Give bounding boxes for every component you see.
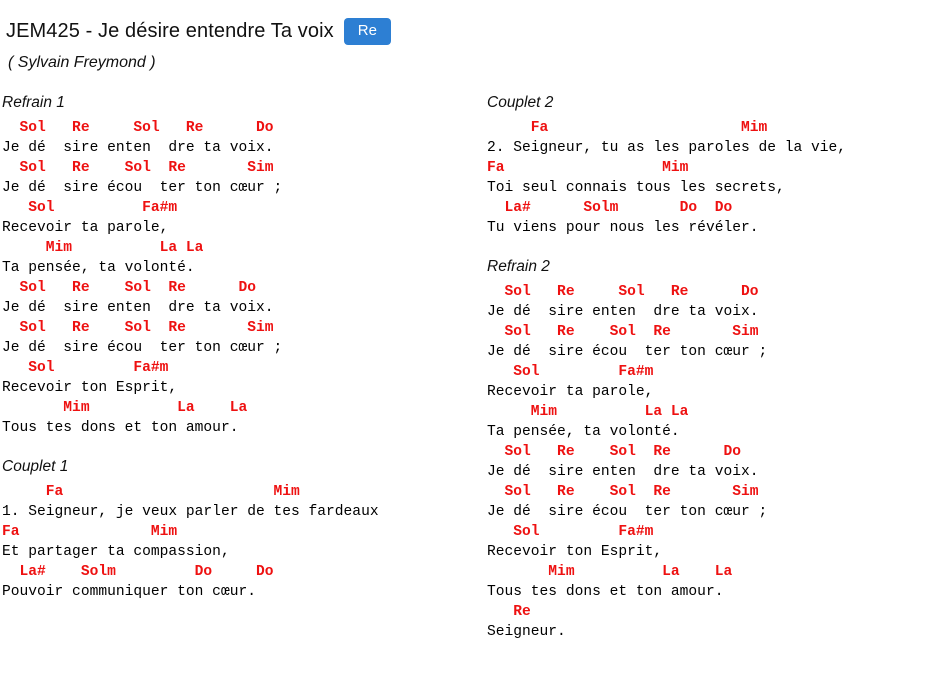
- song-author: [6, 54, 950, 72]
- chord-line: Fa Mim: [487, 159, 689, 176]
- lyric-line: Je dé sire écou ter ton cœur ;: [487, 343, 768, 360]
- lyric-line: Toi seul connais tous les secrets,: [487, 179, 785, 196]
- song-header: [0, 0, 950, 72]
- lyric-line: Seigneur.: [487, 623, 566, 640]
- lyric-line: Je dé sire enten dre ta voix.: [2, 299, 274, 316]
- chord-line: Mim La La: [487, 403, 689, 420]
- lyric-line: Tu viens pour nous les révéler.: [487, 219, 759, 236]
- chord-line: Sol Fa#m: [487, 523, 654, 540]
- lyric-line: Recevoir ton Esprit,: [487, 543, 663, 560]
- title-row: [6, 18, 950, 45]
- lyric-line: 2. Seigneur, tu as les paroles de la vie,: [487, 139, 847, 156]
- lyric-line: Ta pensée, ta volonté.: [487, 423, 680, 440]
- section-heading: Couplet 1: [2, 457, 69, 475]
- chord-line: Sol Re Sol Re Sim: [2, 159, 274, 176]
- lyric-line: Ta pensée, ta volonté.: [2, 259, 195, 276]
- lyric-line: Je dé sire écou ter ton cœur ;: [2, 179, 283, 196]
- lyric-line: Et partager ta compassion,: [2, 543, 230, 560]
- lyric-line: Je dé sire enten dre ta voix.: [487, 303, 759, 320]
- lyric-line: Je dé sire écou ter ton cœur ;: [487, 503, 768, 520]
- chord-line: Sol Re Sol Re Do: [2, 279, 256, 296]
- key-badge[interactable]: Re: [344, 18, 391, 45]
- left-column: [0, 94, 475, 662]
- chord-line: Sol Fa#m: [2, 359, 169, 376]
- chord-line: Fa Mim: [2, 483, 300, 500]
- chord-line: Fa Mim: [2, 523, 178, 540]
- chord-line: Mim La La: [487, 563, 733, 580]
- section-heading: Refrain 2: [487, 257, 550, 275]
- chord-line: Sol Fa#m: [487, 363, 654, 380]
- song-section: [2, 458, 475, 602]
- song-section: [487, 258, 950, 642]
- song-author-text: ( Sylvain Freymond ): [8, 53, 156, 71]
- song-section: [487, 94, 950, 238]
- lyric-line: Je dé sire enten dre ta voix.: [2, 139, 274, 156]
- lyric-line: Je dé sire écou ter ton cœur ;: [2, 339, 283, 356]
- chord-line: Sol Re Sol Re Do: [2, 119, 274, 136]
- section-heading: Refrain 1: [2, 93, 65, 111]
- chord-line: Sol Re Sol Re Sim: [2, 319, 274, 336]
- chord-line: Sol Re Sol Re Do: [487, 443, 741, 460]
- lyric-line: 1. Seigneur, je veux parler de tes fardeaux: [2, 503, 379, 520]
- lyric-line: Pouvoir communiquer ton cœur.: [2, 583, 256, 600]
- chord-line: La# Solm Do Do: [2, 563, 274, 580]
- lyric-line: Tous tes dons et ton amour.: [487, 583, 724, 600]
- chord-line: Re: [487, 603, 531, 620]
- chord-line: La# Solm Do Do: [487, 199, 733, 216]
- chord-line: Sol Re Sol Re Sim: [487, 323, 759, 340]
- song-columns: [0, 94, 950, 662]
- chord-line: Sol Fa#m: [2, 199, 178, 216]
- lyric-line: Je dé sire enten dre ta voix.: [487, 463, 759, 480]
- right-column: [475, 94, 950, 662]
- lyric-line: Tous tes dons et ton amour.: [2, 419, 239, 436]
- lyric-line: Recevoir ta parole,: [487, 383, 654, 400]
- chord-line: Sol Re Sol Re Sim: [487, 483, 759, 500]
- song-section: [2, 94, 475, 438]
- section-heading: Couplet 2: [487, 93, 554, 111]
- chord-line: Mim La La: [2, 239, 204, 256]
- page-title: JEM425 - Je désire entendre Ta voix: [6, 19, 334, 42]
- chord-line: Mim La La: [2, 399, 248, 416]
- lyric-line: Recevoir ta parole,: [2, 219, 169, 236]
- lyric-line: Recevoir ton Esprit,: [2, 379, 178, 396]
- chord-line: Sol Re Sol Re Do: [487, 283, 759, 300]
- chord-line: Fa Mim: [487, 119, 768, 136]
